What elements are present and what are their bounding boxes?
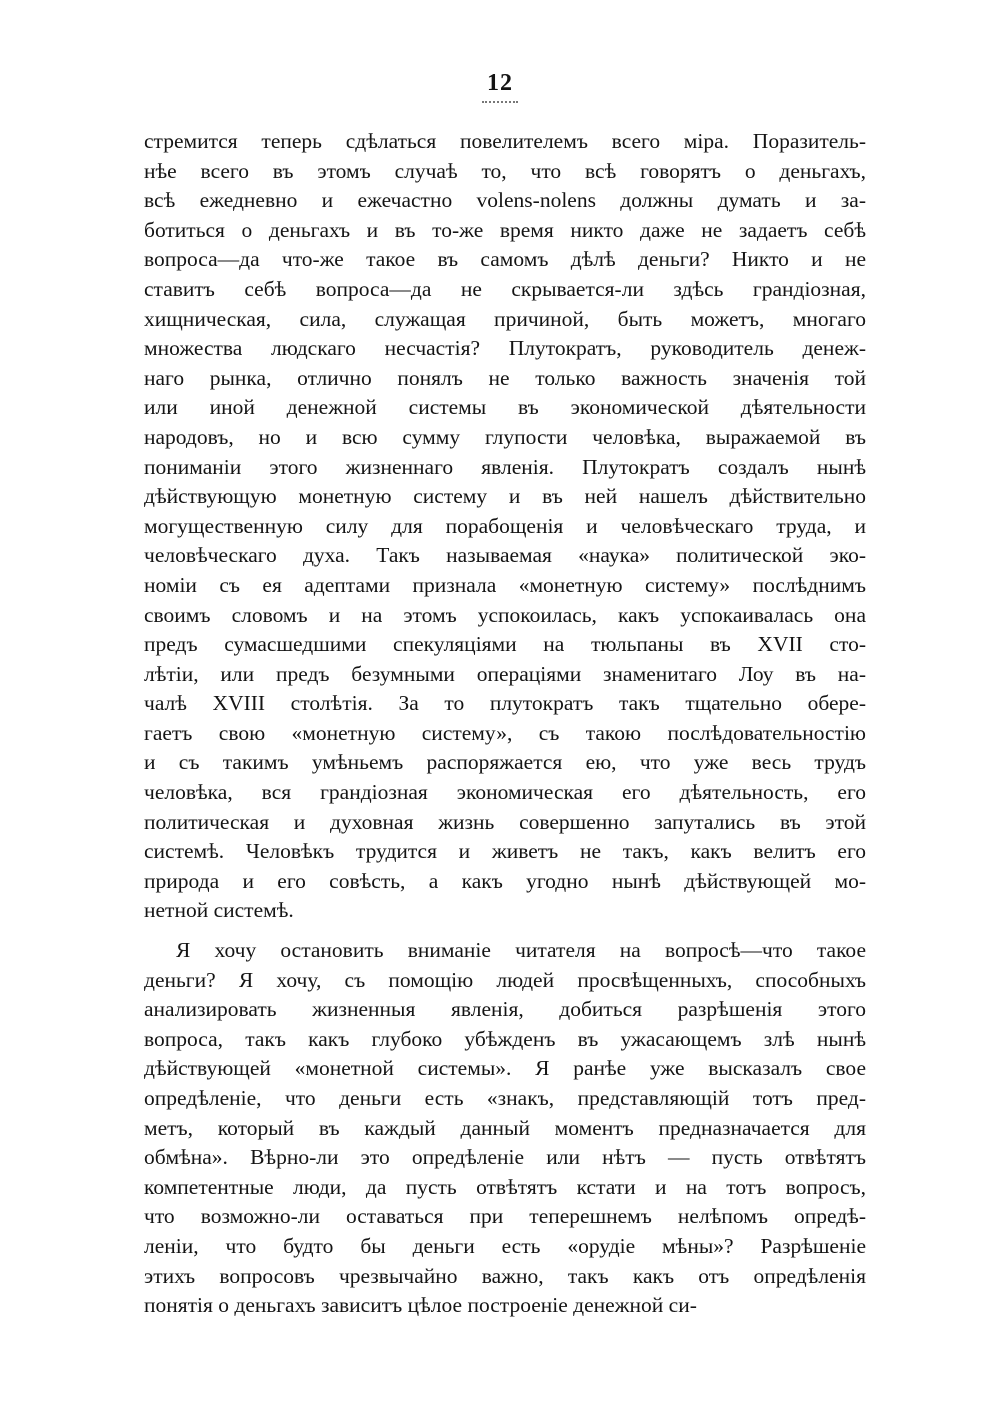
paragraph xyxy=(144,127,866,926)
text-line: ставитъ себѣ вопроса—да не скрывается-ли здѣсь грандіозная, xyxy=(144,276,866,301)
text-line: леніи, что будто бы деньги есть «орудіе мѣны»? Разрѣшеніе xyxy=(144,1233,866,1258)
text-line: опредѣленіе, что деньги есть «знакъ, представляющій тотъ пред- xyxy=(144,1086,866,1110)
text-line: нетной системѣ. xyxy=(144,898,294,923)
text-line: чалѣ XVIII столѣтія. За то плутократъ такъ тщательно обере- xyxy=(144,691,866,716)
text-line: обмѣна». Вѣрно-ли это опредѣленіе или нѣтъ — пусть отвѣтятъ xyxy=(144,1145,866,1170)
text-line: множества людскаго несчастія? Плутократъ, руководитель денеж- xyxy=(144,336,866,361)
text-line: предъ сумасшедшими спекуляціями на тюльпаны въ XVII сто- xyxy=(144,632,866,657)
text-line: номіи съ ея адептами признала «монетную систему» послѣднимъ xyxy=(144,572,866,597)
text-line: компетентные люди, да пусть отвѣтятъ кстати и на тотъ вопросъ, xyxy=(144,1174,866,1199)
text-line: что возможно-ли оставаться при теперешнемъ нелѣпомъ опредѣ- xyxy=(144,1204,866,1229)
text-line: человѣческаго духа. Такъ называемая «наука» политической эко- xyxy=(144,543,866,568)
text-line: дѣйствующей «монетной системы». Я ранѣе уже высказалъ свое xyxy=(144,1056,866,1081)
text-line: пониманіи этого жизненнаго явленія. Плутократъ создалъ нынѣ xyxy=(144,454,866,479)
text-line: этихъ вопросовъ чрезвычайно важно, такъ какъ отъ опредѣленія xyxy=(144,1263,866,1288)
text-line: стремится теперь сдѣлаться повелителемъ всего міра. Поразитель- xyxy=(144,129,866,153)
text-line: деньги? Я хочу, съ помощію людей просвѣщенныхъ, способныхъ xyxy=(144,967,866,992)
paragraph-gap xyxy=(144,926,866,936)
text-line: метъ, который въ каждый данный моментъ предназначается для xyxy=(144,1115,866,1140)
text-line: лѣтіи, или предъ безумными операціями знаменитаго Лоу въ на- xyxy=(144,661,866,686)
text-line: человѣка, вся грандіозная экономическая его дѣятельность, его xyxy=(144,780,866,805)
text-line: народовъ, но и всю сумму глупости человѣка, выражаемой въ xyxy=(144,424,866,449)
text-line: наго рынка, отлично понялъ не только важность значенія той xyxy=(144,365,866,390)
text-line: вопроса, такъ какъ глубоко убѣжденъ въ ужасающемъ злѣ нынѣ xyxy=(144,1026,866,1051)
text-line: понятія о деньгахъ зависитъ цѣлое построеніе денежной си- xyxy=(144,1293,697,1318)
text-line: или иной денежной системы въ экономической дѣятельности xyxy=(144,395,866,420)
text-line: могущественную силу для порабощенія и человѣческаго труда, и xyxy=(144,513,866,538)
text-line: дѣйствующую монетную систему и въ ней нашелъ дѣйствительно xyxy=(144,484,866,509)
text-line: природа и его совѣсть, а какъ угодно нынѣ дѣйствующей мо- xyxy=(144,868,866,893)
text-line: анализировать жизненныя явленія, добиться разрѣшенія этого xyxy=(144,997,866,1022)
page-number-underline xyxy=(482,101,518,103)
text-line: вопроса—да что-же такое въ самомъ дѣлѣ деньги? Никто и не xyxy=(144,247,866,272)
text-line: своимъ словомъ и на этомъ успокоилась, какъ успокаивалась она xyxy=(144,602,866,627)
text-line: Я хочу остановить вниманіе читателя на вопросѣ—что такое xyxy=(176,938,866,963)
text-line: ботиться о деньгахъ и въ то-же время никто даже не задаетъ себѣ xyxy=(144,217,866,242)
text-line: гаетъ свою «монетную систему», съ такою послѣдовательностію xyxy=(144,720,866,745)
page-number: 12 xyxy=(487,70,513,96)
text-line: системѣ. Человѣкъ трудится и живетъ не такъ, какъ велитъ его xyxy=(144,839,866,864)
text-line: нѣе всего въ этомъ случаѣ то, что всѣ говорятъ о деньгахъ, xyxy=(144,158,866,183)
paragraph xyxy=(144,936,866,1321)
text-line: всѣ ежедневно и ежечастно volens-nolens должны думать и за- xyxy=(144,188,866,213)
body-text xyxy=(144,127,866,1321)
text-line: и съ такимъ умѣньемъ распоряжается ею, что уже весь трудъ xyxy=(144,750,866,775)
text-line: хищническая, сила, служащая причиной, быть можетъ, многаго xyxy=(144,306,866,331)
text-line: политическая и духовная жизнь совершенно запутались въ этой xyxy=(144,809,866,834)
